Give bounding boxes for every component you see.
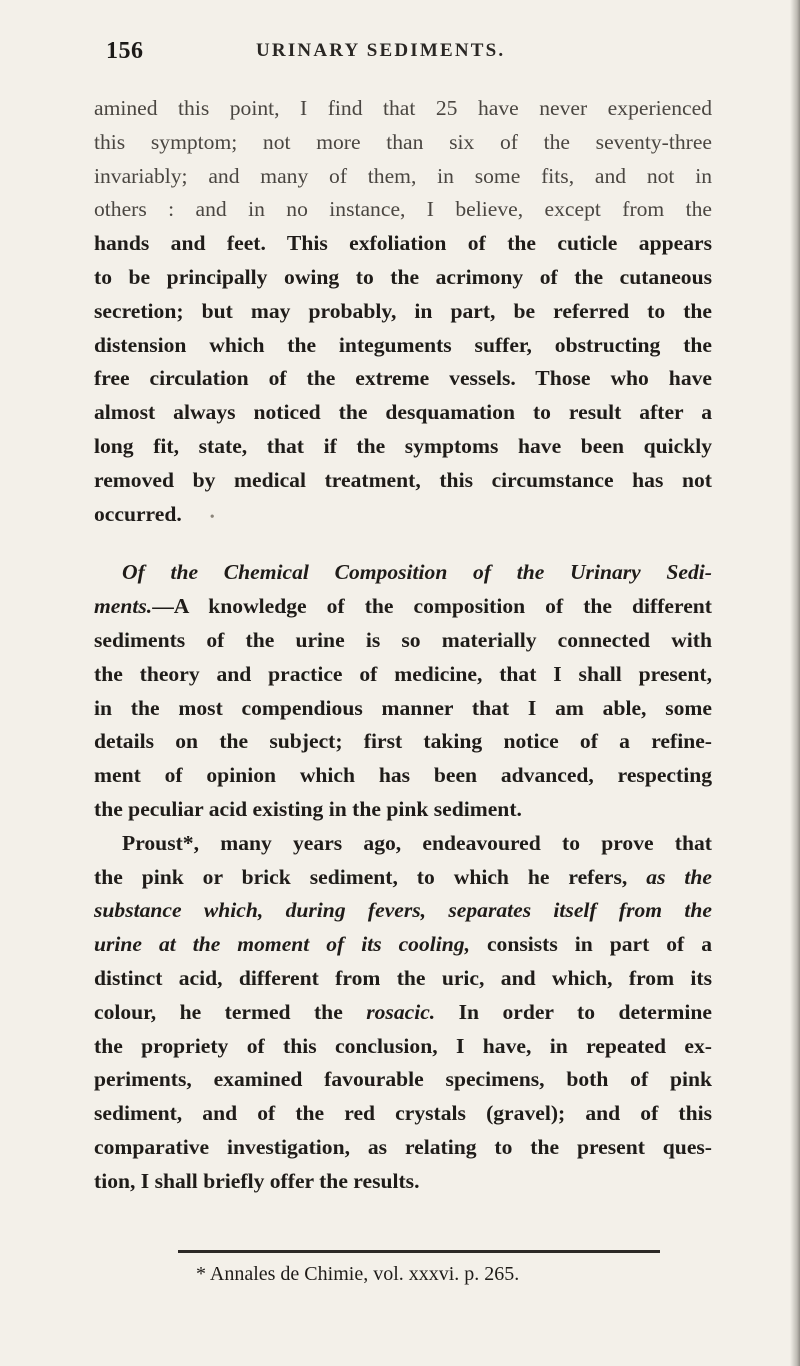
italic-quote: substance which, during fevers, separates itself from the xyxy=(94,898,712,923)
text-line xyxy=(94,928,712,962)
footnote: * Annales de Chimie, vol. xxxvi. p. 265. xyxy=(196,1263,520,1285)
text-line: free circulation of the extreme vessels. Those who have xyxy=(94,366,712,391)
text-line: periments, examined favourable specimens, both of pink xyxy=(94,1067,712,1092)
text-line: sediment, and of the red crystals (gravel); and of this xyxy=(94,1101,712,1126)
text-fragment: the pink or brick sediment, to which he refers, xyxy=(94,864,628,889)
footnote-rule xyxy=(178,1250,660,1253)
italic-quote: as the xyxy=(646,864,712,889)
text-fragment: —A knowledge of the composition of the different xyxy=(152,594,712,619)
text-line: distension which the integuments suffer, obstructing the xyxy=(94,332,712,357)
italic-quote: urine at the moment of its cooling, xyxy=(94,932,470,957)
text-line: the peculiar acid existing in the pink sediment. xyxy=(94,796,522,821)
page-header xyxy=(106,38,726,72)
text-line: amined this point, I find that 25 have never experienced xyxy=(94,96,712,120)
text-line xyxy=(94,861,712,895)
text-line: comparative investigation, as relating to the present ques- xyxy=(94,1134,712,1159)
text-line: the theory and practice of medicine, that I shall present, xyxy=(94,661,712,686)
text-line: sediments of the urine is so materially connected with xyxy=(94,627,712,652)
text-line: invariably; and many of them, in some fits, and not in xyxy=(94,163,712,188)
text-line: the propriety of this conclusion, I have, in repeated ex- xyxy=(94,1033,712,1058)
text-fragment: occurred. xyxy=(94,501,182,526)
text-line: to be principally owing to the acrimony of the cutaneous xyxy=(94,264,712,289)
text-line: Proust*, many years ago, endeavoured to prove that xyxy=(122,830,712,855)
text-line xyxy=(94,590,712,624)
section-title: Of the Chemical Composition of the Urinary Sedi- xyxy=(122,560,712,585)
paragraph-gap xyxy=(94,534,712,556)
text-line: details on the subject; first taking notice of a refine- xyxy=(94,729,712,754)
text-line: tion, I shall briefly offer the results. xyxy=(94,1168,420,1193)
section-title-end: ments. xyxy=(94,594,153,619)
italic-term: rosacic. xyxy=(366,999,436,1024)
page-number: 156 xyxy=(106,38,144,64)
stray-ink-mark: • xyxy=(209,509,215,525)
text-line xyxy=(94,498,712,535)
text-fragment: colour, he termed the xyxy=(94,999,343,1024)
text-line: hands and feet. This exfoliation of the cuticle appears xyxy=(94,231,712,256)
text-line: this symptom; not more than six of the seventy-three xyxy=(94,129,712,154)
text-line: secretion; but may probably, in part, be referred to the xyxy=(94,298,712,323)
text-fragment: consists in part of a xyxy=(486,932,712,957)
body-text xyxy=(94,92,712,1199)
text-fragment: In order to determine xyxy=(458,999,713,1024)
text-line: removed by medical treatment, this circumstance has not xyxy=(94,467,712,492)
text-line: almost always noticed the desquamation to result after a xyxy=(94,400,712,425)
text-line xyxy=(94,996,712,1030)
text-line: distinct acid, different from the uric, and which, from its xyxy=(94,965,712,990)
text-line: ment of opinion which has been advanced, respecting xyxy=(94,763,712,788)
page-edge-shadow xyxy=(790,0,800,1366)
section-heading-line xyxy=(94,556,712,590)
text-line xyxy=(94,894,712,928)
text-line: others : and in no instance, I believe, except from the xyxy=(94,197,712,222)
text-line: long fit, state, that if the symptoms have been quickly xyxy=(94,433,712,458)
running-head: URINARY SEDIMENTS. xyxy=(256,40,506,61)
text-line: in the most compendious manner that I am able, some xyxy=(94,695,712,720)
